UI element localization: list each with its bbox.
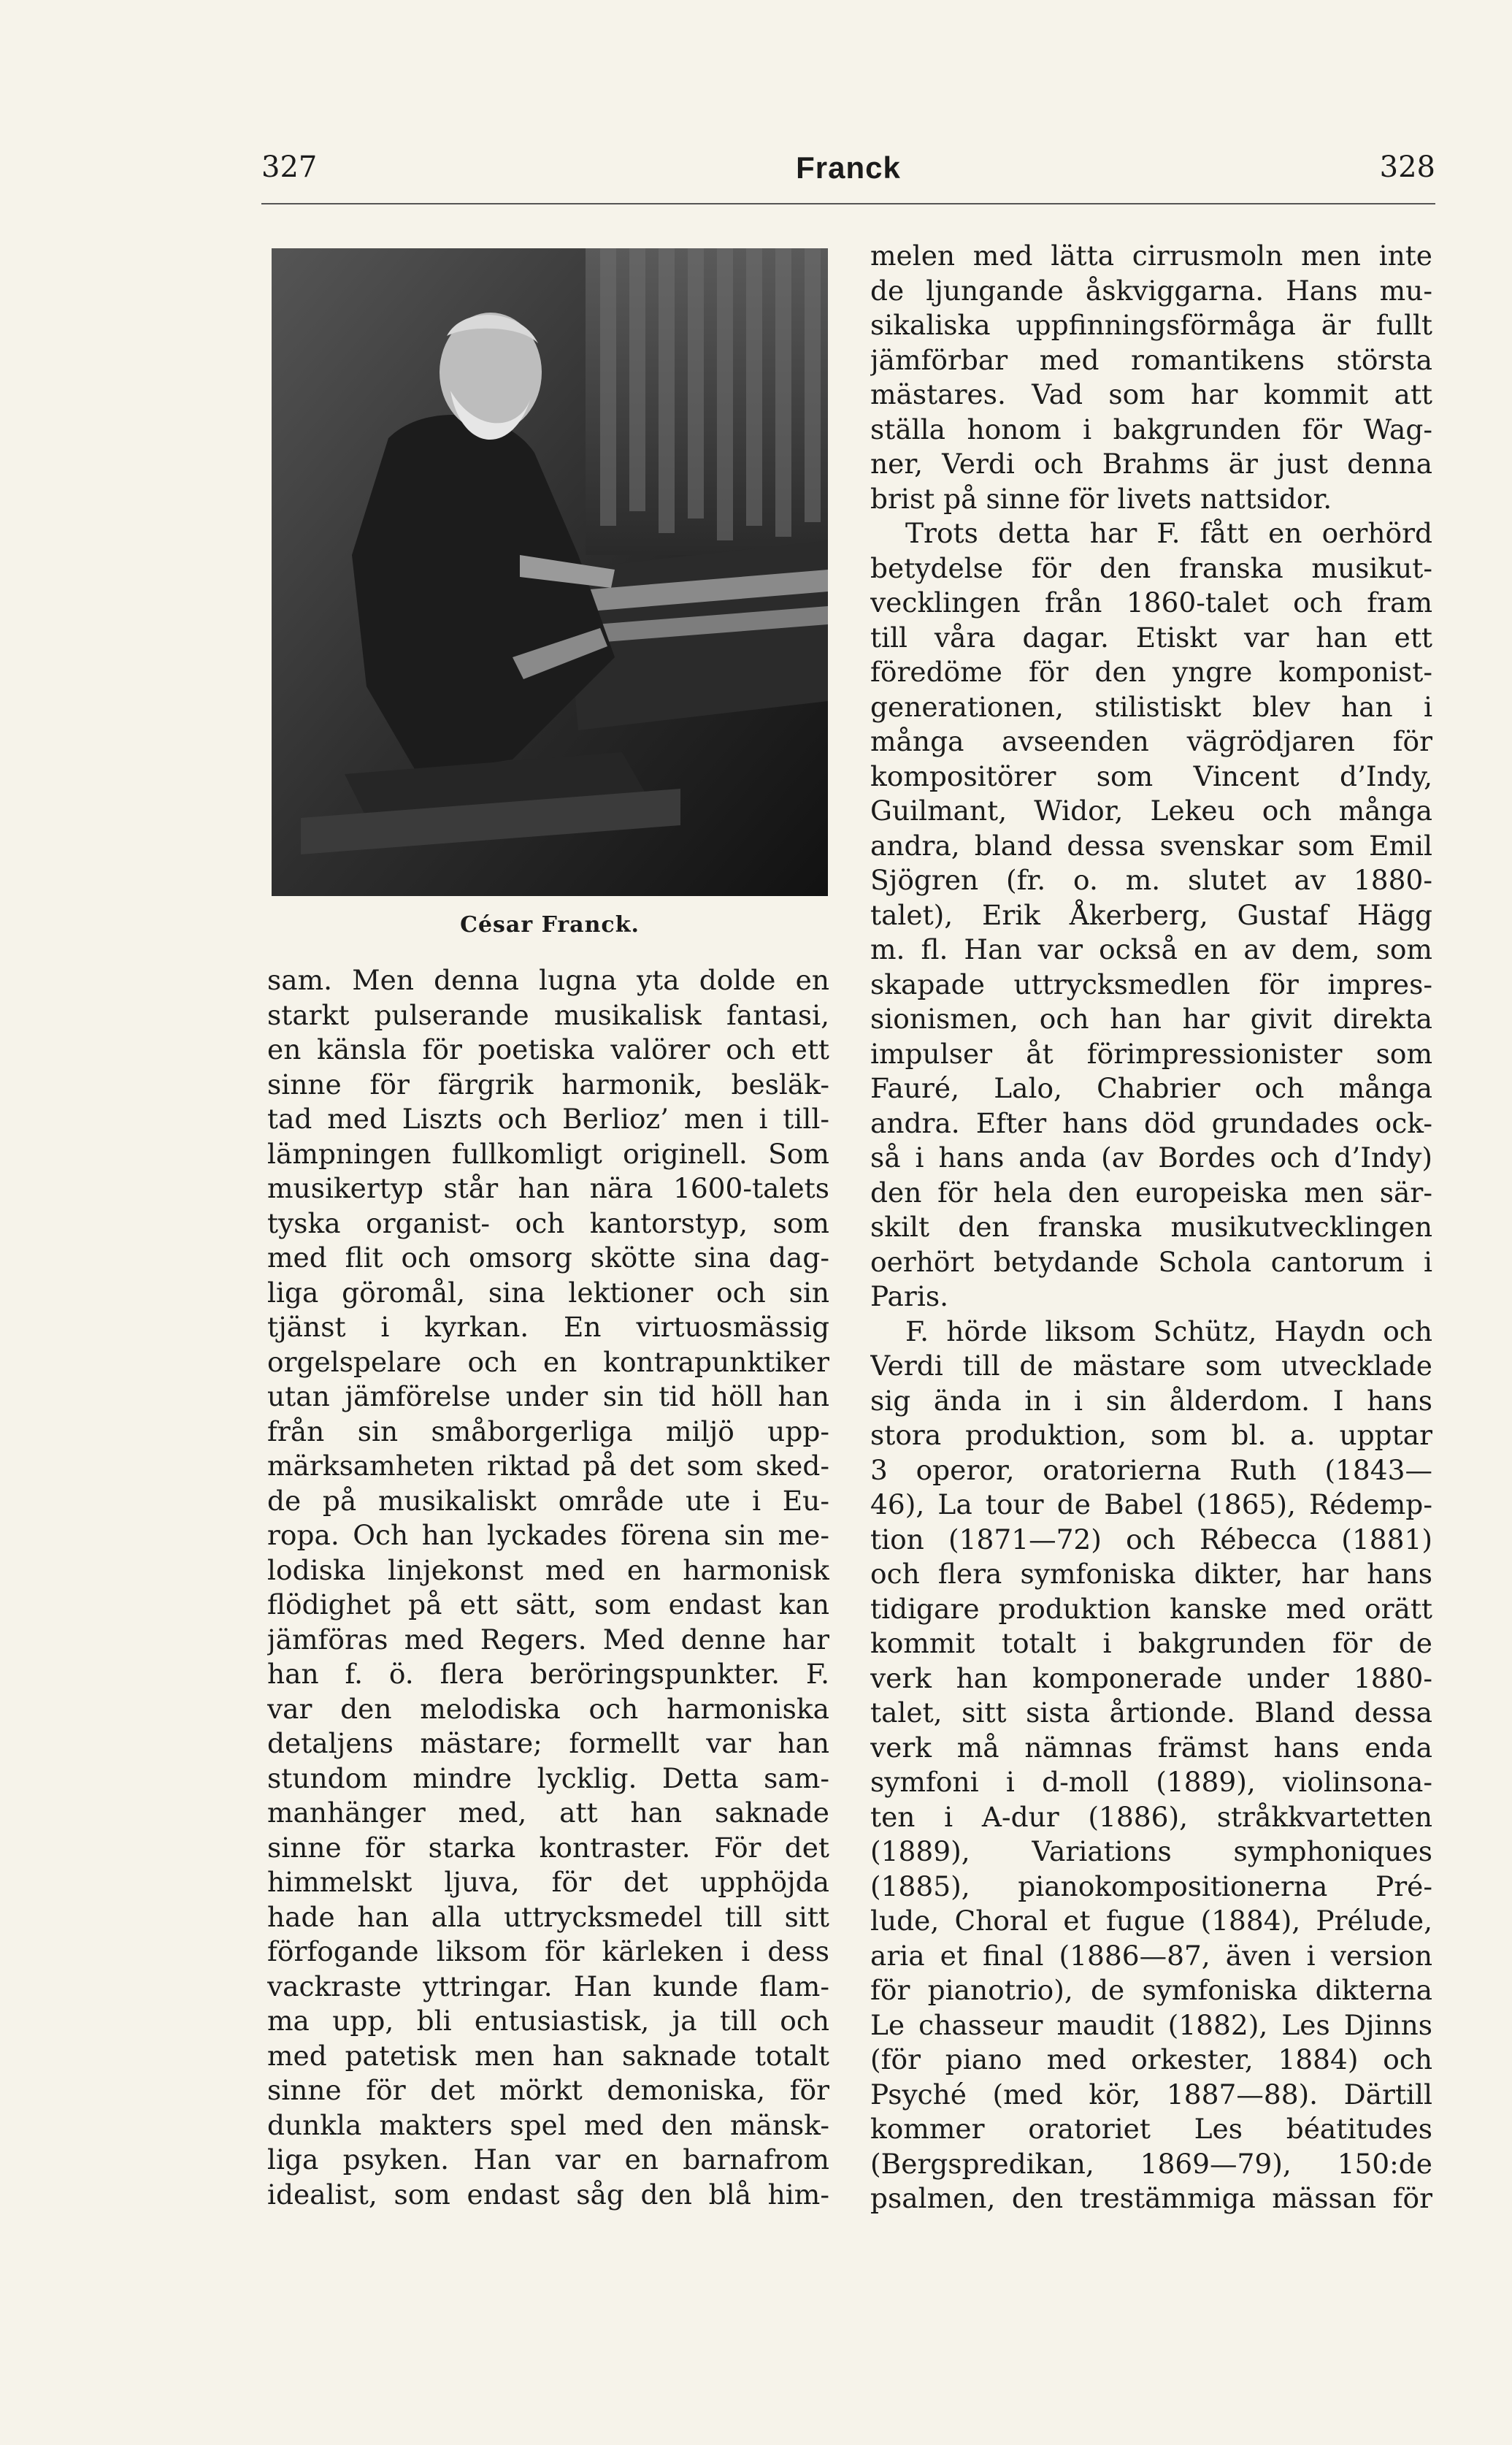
text-line: ma upp, bli entusiastisk, ja till och <box>267 2005 829 2037</box>
text-line: liga göromål, sina lektioner och sin <box>267 1276 829 1309</box>
text-line: Guilmant, Widor, Lekeu och många <box>870 795 1432 827</box>
text-line: F. hörde liksom Schütz, Haydn och <box>905 1315 1432 1347</box>
text-line: detaljens mästare; formellt var han <box>267 1727 829 1759</box>
text-line: andra, bland dessa svenskar som Emil <box>870 829 1432 862</box>
text-line: ner, Verdi och Brahms är just denna <box>870 448 1432 480</box>
text-line: Sjögren (fr. o. m. slutet av 1880- <box>870 864 1432 896</box>
text-line: tad med Liszts och Berlioz’ men i till- <box>267 1103 829 1135</box>
text-line: Psyché (med kör, 1887—88). Därtill <box>870 2078 1432 2111</box>
text-line: skilt den franska musikutvecklingen <box>870 1211 1432 1243</box>
text-line: Verdi till de mästare som utvecklade <box>870 1350 1432 1382</box>
text-line: sinne för färgrik harmonik, besläk- <box>267 1068 829 1101</box>
text-line: så i hans anda (av Bordes och d’Indy) <box>870 1141 1432 1174</box>
text-line: kommer oratoriet Les béatitudes <box>870 2113 1432 2145</box>
text-line: (för piano med orkester, 1884) och <box>870 2043 1432 2075</box>
portrait-photo <box>272 248 828 896</box>
text-line: melen med lätta cirrusmoln men inte <box>870 240 1432 272</box>
right-page-number: 328 <box>1379 150 1435 184</box>
text-line: manhänger med, att han saknade <box>267 1797 829 1829</box>
text-line: sinne för starka kontraster. För det <box>267 1831 829 1864</box>
text-line: de på musikaliskt område ute i Eu- <box>267 1484 829 1517</box>
text-line: med patetisk men han saknade totalt <box>267 2039 829 2072</box>
text-line: stundom mindre lycklig. Detta sam- <box>267 1761 829 1794</box>
text-line: med flit och omsorg skötte sina dag- <box>267 1241 829 1274</box>
text-line: stora produktion, som bl. a. upptar <box>870 1419 1432 1451</box>
text-line: talet), Erik Åkerberg, Gustaf Hägg <box>870 898 1432 931</box>
text-line: sam. Men denna lugna yta dolde en <box>267 964 829 996</box>
text-line: utan jämförelse under sin tid höll han <box>267 1380 829 1412</box>
text-line: psalmen, den trestämmiga mässan för <box>870 2182 1432 2214</box>
text-line: sig ända in i sin ålderdom. I hans <box>870 1384 1432 1417</box>
left-text-column <box>267 963 829 2212</box>
text-line: verk han komponerade under 1880- <box>870 1661 1432 1694</box>
page-header <box>261 150 1435 202</box>
figure-caption: César Franck. <box>460 912 640 938</box>
text-line: från sin småborgerliga miljö upp- <box>267 1415 829 1447</box>
text-line: Le chasseur maudit (1882), Les Djinns <box>870 2008 1432 2041</box>
text-line: verk må nämnas främst hans enda <box>870 1731 1432 1764</box>
text-line: han f. ö. flera beröringspunkter. F. <box>267 1658 829 1690</box>
text-line: mästares. Vad som har kommit att <box>870 378 1432 410</box>
text-line: flödighet på ett sätt, som endast kan <box>267 1588 829 1621</box>
text-line: Trots detta har F. fått en oerhörd <box>905 517 1432 549</box>
text-line: till våra dagar. Etiskt var han ett <box>870 621 1432 654</box>
text-line: märksamheten riktad på det som sked- <box>267 1450 829 1482</box>
text-line: 46), La tour de Babel (1865), Rédemp- <box>870 1488 1432 1520</box>
text-line: andra. Efter hans död grundades ock- <box>870 1106 1432 1139</box>
text-line: m. fl. Han var också en av dem, som <box>870 933 1432 965</box>
text-line: tion (1871—72) och Rébecca (1881) <box>870 1523 1432 1556</box>
text-line: ten i A-dur (1886), stråkkvartetten <box>870 1800 1432 1833</box>
text-line: liga psyken. Han var en barnafrom <box>267 2143 829 2176</box>
right-text-column <box>870 239 1432 2216</box>
text-line: kompositörer som Vincent d’Indy, <box>870 759 1432 792</box>
text-line: sikaliska uppfinningsförmåga är fullt <box>870 309 1432 341</box>
text-line: aria et final (1886—87, även i version <box>870 1939 1432 1972</box>
text-line: för pianotrio), de symfoniska dikterna <box>870 1974 1432 2006</box>
text-line: talet, sitt sista årtionde. Bland dessa <box>870 1696 1432 1729</box>
text-line: orgelspelare och en kontrapunktiker <box>267 1345 829 1378</box>
text-line: var den melodiska och harmoniska <box>267 1692 829 1725</box>
text-line: musikertyp står han nära 1600-talets <box>267 1172 829 1204</box>
text-line: vackraste yttringar. Han kunde flam- <box>267 1970 829 2002</box>
text-line: 3 operor, oratorierna Ruth (1843— <box>870 1453 1432 1486</box>
text-line: betydelse för den franska musikut- <box>870 551 1432 584</box>
running-title: Franck <box>796 150 901 185</box>
text-line: sinne för det mörkt demoniska, för <box>267 2074 829 2106</box>
text-line: jämförbar med romantikens största <box>870 343 1432 376</box>
text-line: lodiska linjekonst med en harmonisk <box>267 1553 829 1586</box>
text-line: himmelskt ljuva, för det upphöjda <box>267 1866 829 1898</box>
text-line: oerhört betydande Schola cantorum i <box>870 1245 1432 1278</box>
text-line: lude, Choral et fugue (1884), Prélude, <box>870 1905 1432 1937</box>
text-line: jämföras med Regers. Med denne har <box>267 1623 829 1656</box>
text-line: förfogande liksom för kärleken i dess <box>267 1935 829 1967</box>
text-line: (1885), pianokompositionerna Pré- <box>870 1870 1432 1902</box>
text-line: tjänst i kyrkan. En virtuosmässig <box>267 1311 829 1343</box>
text-line: Paris. <box>870 1280 948 1312</box>
text-line: en känsla för poetiska valörer och ett <box>267 1033 829 1065</box>
text-line: och flera symfoniska dikter, har hans <box>870 1558 1432 1590</box>
text-line: den för hela den europeiska men sär- <box>870 1176 1432 1209</box>
text-line: föredöme för den yngre komponist- <box>870 656 1432 688</box>
header-rule <box>261 203 1435 204</box>
text-line: starkt pulserande musikalisk fantasi, <box>267 998 829 1031</box>
text-line: tyska organist- och kantorstyp, som <box>267 1206 829 1239</box>
text-line: idealist, som endast såg den blå him- <box>267 2178 829 2211</box>
text-line: brist på sinne för livets nattsidor. <box>870 482 1332 515</box>
text-line: (Bergspredikan, 1869—79), 150:de <box>870 2147 1432 2180</box>
text-line: lämpningen fullkomligt originell. Som <box>267 1137 829 1170</box>
text-line: dunkla makters spel med den mänsk- <box>267 2108 829 2141</box>
text-line: symfoni i d-moll (1889), violinsona- <box>870 1766 1432 1798</box>
text-line: ropa. Och han lyckades förena sin me- <box>267 1519 829 1551</box>
text-line: Fauré, Lalo, Chabrier och många <box>870 1072 1432 1104</box>
text-line: tidigare produktion kanske med orätt <box>870 1592 1432 1625</box>
text-line: de ljungande åskviggarna. Hans mu- <box>870 274 1432 307</box>
text-line: sionismen, och han har givit direkta <box>870 1003 1432 1035</box>
text-line: ställa honom i bakgrunden för Wag- <box>870 413 1432 445</box>
text-line: generationen, stilistiskt blev han i <box>870 690 1432 723</box>
text-line: vecklingen från 1860-talet och fram <box>870 586 1432 619</box>
text-line: hade han alla uttrycksmedel till sitt <box>267 1900 829 1933</box>
left-page-number: 327 <box>261 150 318 184</box>
text-line: många avseenden vägrödjaren för <box>870 725 1432 757</box>
text-line: skapade uttrycksmedlen för impres- <box>870 968 1432 1000</box>
text-line: (1889), Variations symphoniques <box>870 1835 1432 1867</box>
text-line: impulser åt förimpressionister som <box>870 1037 1432 1070</box>
text-line: kommit totalt i bakgrunden för de <box>870 1627 1432 1659</box>
